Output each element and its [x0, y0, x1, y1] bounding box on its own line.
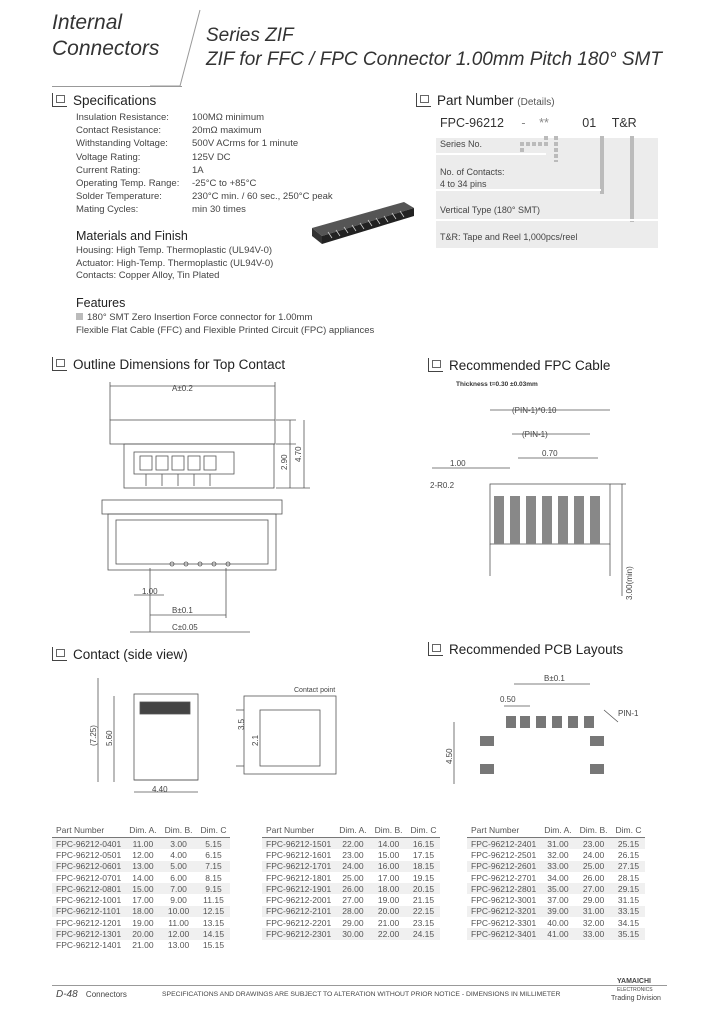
table-row: [52, 838, 230, 850]
spec-label: Insulation Resistance:: [76, 112, 169, 123]
table-row: [52, 883, 230, 894]
table-cell: FPC-96212-0401: [52, 838, 125, 850]
spec-row: [76, 203, 333, 216]
table-cell: 20.00: [125, 928, 160, 939]
connector-photo: [308, 198, 418, 246]
table-cell: 10.00: [161, 906, 197, 917]
table-cell: FPC-96212-1701: [262, 861, 335, 872]
pn-contacts-label: No. of Contacts:: [440, 167, 505, 177]
table-cell: 26.00: [335, 883, 370, 894]
table-row: [52, 928, 230, 939]
dim-a-label: A±0.2: [172, 384, 193, 393]
table-cell: 32.00: [547, 849, 569, 860]
table-header-row: [52, 823, 230, 838]
table-cell: 16.15: [407, 838, 441, 850]
table-cell: 5.00: [161, 861, 197, 872]
table-header-cell: Dim. C: [197, 823, 231, 838]
part-number-code: [440, 116, 637, 130]
table-row: [467, 928, 645, 939]
table-cell: 37.00: [547, 895, 569, 906]
side-dim-35: 3.5: [237, 718, 246, 730]
table-cell: FPC-96212-2201: [266, 917, 332, 928]
table-cell: 29.00: [582, 895, 605, 906]
table-row: [262, 883, 440, 894]
section-icon: [52, 647, 67, 661]
materials-heading: Materials and Finish: [76, 229, 188, 243]
table-row: [52, 872, 230, 883]
pcb-pin1: PIN-1: [618, 709, 639, 718]
table-cell: 14.15: [197, 928, 231, 939]
spec-value: 20mΩ maximum: [192, 125, 262, 137]
pn-vertical-type: Vertical Type (180° SMT): [440, 205, 540, 215]
table-cell: 13.00: [125, 861, 160, 872]
outline-heading: Outline Dimensions for Top Contact: [52, 357, 285, 372]
bullet-square-icon: [76, 313, 83, 320]
table-cell: FPC-96212-2701: [471, 872, 537, 883]
table-row: [262, 861, 440, 872]
table-header-cell: Dim. A.: [540, 823, 575, 838]
part-code-dash: -: [521, 116, 526, 130]
footer-notice: SPECIFICATIONS AND DRAWINGS ARE SUBJECT TO ALTERATION WITHOUT PRIOR NOTICE - DIMENSIONS IN MILLIMETER: [162, 991, 561, 998]
spec-row: [76, 111, 333, 124]
table-cell: 12.00: [161, 928, 197, 939]
footer-page: D-48: [56, 989, 78, 1000]
table-cell: 35.15: [612, 928, 646, 939]
table-cell: 14.00: [371, 838, 407, 850]
spec-label: Operating Temp. Range:: [76, 178, 180, 190]
table-cell: 30.00: [335, 928, 370, 939]
footer-brand: [611, 978, 661, 1003]
table-cell: 22.15: [407, 906, 441, 917]
table-cell: 20.00: [371, 906, 407, 917]
table-cell: 33.00: [576, 928, 612, 939]
dim-470-label: 4.70: [294, 446, 303, 462]
table-row: [52, 861, 230, 872]
table-cell: FPC-96212-2301: [262, 928, 335, 939]
table-cell: 13.00: [167, 940, 190, 951]
specifications-heading: Specifications: [52, 93, 156, 108]
features-heading: Features: [76, 296, 126, 310]
table-cell: 17.15: [412, 849, 435, 860]
table-header-cell: Part Number: [467, 823, 540, 838]
side-dim-440: 4.40: [152, 785, 168, 794]
materials-actuator: Actuator: High-Temp. Thermoplastic (UL94V-0): [76, 257, 274, 269]
part-table-1: [52, 823, 230, 951]
table-cell: 24.15: [407, 928, 441, 939]
fpc-thickness: Thickness t=0.30 ±0.03mm: [456, 381, 538, 388]
table-cell: 39.00: [540, 906, 575, 917]
table-cell: FPC-96212-0701: [56, 872, 122, 883]
table-cell: 11.15: [203, 895, 224, 906]
materials-housing: Housing: High Temp. Thermoplastic (UL94V-0): [76, 245, 273, 256]
table-row: [262, 917, 440, 928]
table-cell: 34.15: [617, 917, 640, 928]
table-cell: FPC-96212-1001: [56, 895, 122, 906]
table-cell: 28.00: [335, 906, 370, 917]
table-cell: FPC-96212-1401: [56, 940, 122, 951]
table-header-cell: Dim. B.: [161, 823, 197, 838]
spec-value: 1A: [192, 164, 204, 176]
table-cell: FPC-96212-0601: [52, 861, 125, 872]
table-row: [467, 883, 645, 894]
table-cell: 19.15: [412, 872, 435, 883]
table-cell: 21.00: [132, 940, 154, 951]
table-cell: 20.15: [407, 883, 441, 894]
table-cell: 23.00: [342, 849, 364, 860]
table-row: [52, 849, 230, 860]
table-cell: 18.00: [125, 906, 160, 917]
table-cell: FPC-96212-1501: [262, 838, 335, 850]
pn-contacts: [440, 166, 505, 190]
table-header-cell: Dim. C: [612, 823, 646, 838]
table-header-row: [262, 823, 440, 838]
fpc-dim-300: 3.00(min): [625, 566, 634, 600]
table-cell: 17.00: [377, 872, 400, 883]
section-icon: [52, 357, 67, 371]
fpc-dim-100: 1.00: [450, 459, 466, 468]
contact-side-heading: Contact (side view): [52, 647, 188, 662]
table-cell: FPC-96212-1901: [262, 883, 335, 894]
table-cell: 31.00: [540, 838, 575, 850]
spec-label: Solder Temperature:: [76, 191, 162, 203]
table-cell: FPC-96212-2501: [471, 849, 537, 860]
table-cell: 40.00: [547, 917, 569, 928]
table-header-cell: Dim. B.: [576, 823, 612, 838]
spec-row: [76, 164, 333, 177]
part-number-heading: Part Number (Details): [416, 93, 555, 108]
table-cell: 31.00: [576, 906, 612, 917]
table-cell: 22.00: [371, 928, 407, 939]
table-cell: 9.00: [170, 895, 187, 906]
table-cell: 25.15: [612, 838, 646, 850]
spec-row: [76, 137, 333, 150]
table-header-cell: Part Number: [262, 823, 335, 838]
table-cell: FPC-96212-0801: [52, 883, 125, 894]
pcb-layout-drawing: [440, 664, 660, 804]
table-cell: 9.15: [197, 883, 231, 894]
materials-list: [76, 245, 273, 283]
table-row: [262, 894, 440, 905]
table-row: [262, 838, 440, 850]
section-icon: [428, 642, 443, 656]
table-row: [52, 906, 230, 917]
table-row: [467, 906, 645, 917]
table-cell: 15.15: [202, 940, 225, 951]
table-cell: 16.00: [371, 861, 407, 872]
fpc-cable-heading: Recommended FPC Cable: [428, 358, 610, 373]
footer-brand-name: YAMAICHI: [617, 978, 651, 985]
pn-contacts-range: 4 to 34 pins: [440, 179, 487, 189]
dim-100-label: 1.00: [142, 587, 158, 596]
table-cell: 23.15: [412, 917, 435, 928]
table-cell: 19.00: [377, 895, 400, 906]
header-divider: [150, 8, 210, 88]
part-code-stars: **: [539, 116, 549, 130]
spec-label: Voltage Rating:: [76, 151, 141, 163]
spec-label: Withstanding Voltage:: [76, 138, 168, 150]
features-text: [76, 312, 374, 337]
table-cell: FPC-96212-3401: [467, 928, 540, 939]
footer-brand-sub: ELECTRONICS: [617, 987, 653, 993]
table-cell: 27.00: [576, 883, 612, 894]
header-left-line2: Connectors: [52, 37, 160, 60]
spec-value: 230°C min. / 60 sec., 250°C peak: [192, 191, 333, 203]
table-cell: 34.00: [547, 872, 569, 883]
table-cell: 12.00: [132, 849, 154, 860]
spec-label: Mating Cycles:: [76, 204, 139, 216]
pcb-dim-b: B±0.1: [544, 674, 565, 683]
table-cell: FPC-96212-2601: [467, 861, 540, 872]
table-row: [52, 917, 230, 928]
fpc-pin1-010: (PIN-1)*0.10: [512, 406, 557, 415]
table-row: [467, 861, 645, 872]
table-cell: 7.00: [161, 883, 197, 894]
table-cell: 26.15: [617, 849, 640, 860]
spec-row: [76, 124, 333, 137]
header-left-line1: Internal: [52, 11, 123, 34]
table-cell: 41.00: [540, 928, 575, 939]
table-cell: FPC-96212-1601: [266, 849, 332, 860]
table-cell: 19.00: [132, 917, 154, 928]
spec-value: -25°C to +85°C: [192, 178, 257, 190]
table-cell: 24.00: [335, 861, 370, 872]
fpc-dim-070: 0.70: [542, 449, 558, 458]
part-table-3: [467, 823, 645, 940]
table-cell: 27.00: [342, 895, 364, 906]
features-line2: Flexible Flat Cable (FFC) and Flexible Printed Circuit (FPC) appliances: [76, 324, 375, 336]
table-cell: 35.00: [540, 883, 575, 894]
table-cell: 6.00: [170, 872, 187, 883]
table-row: [467, 894, 645, 905]
spec-value: min 30 times: [192, 204, 246, 216]
table-row: [262, 906, 440, 917]
outline-drawing: [90, 380, 340, 640]
table-header-row: [467, 823, 645, 838]
table-cell: 6.15: [205, 849, 222, 860]
table-cell: 11.00: [168, 917, 189, 928]
fpc-cable-drawing: [420, 376, 640, 616]
table-cell: 29.00: [342, 917, 364, 928]
spec-row: [76, 151, 333, 164]
spec-value: 500V ACrms for 1 minute: [192, 138, 299, 150]
table-cell: FPC-96212-3201: [467, 906, 540, 917]
table-header-cell: Dim. B.: [371, 823, 407, 838]
table-cell: 13.15: [202, 917, 225, 928]
table-2-container: [262, 823, 440, 940]
fpc-pin1: (PIN-1): [522, 430, 548, 439]
table-cell: FPC-96212-1201: [56, 917, 122, 928]
materials-contacts: Contacts: Copper Alloy, Tin Plated: [76, 270, 220, 281]
table-row: [262, 928, 440, 939]
table-cell: 24.00: [582, 849, 605, 860]
table-cell: 29.15: [612, 883, 646, 894]
table-row: [262, 872, 440, 883]
table-cell: 21.15: [412, 895, 435, 906]
part-table-2: [262, 823, 440, 940]
part-code-type: 01: [582, 116, 597, 130]
footer-division: Trading Division: [611, 995, 661, 1002]
pn-tape-reel: T&R: Tape and Reel 1,000pcs/reel: [440, 232, 578, 242]
table-cell: FPC-96212-1801: [266, 872, 332, 883]
table-cell: 28.15: [617, 872, 640, 883]
pn-series-no: Series No.: [440, 139, 483, 149]
table-cell: 14.00: [132, 872, 154, 883]
table-cell: 5.15: [197, 838, 231, 850]
table-cell: 15.00: [125, 883, 160, 894]
table-cell: 26.00: [582, 872, 605, 883]
part-number-details: (Details): [517, 97, 555, 108]
dim-c-label: C±0.05: [172, 623, 198, 632]
table-cell: 12.15: [197, 906, 231, 917]
table-cell: 18.15: [407, 861, 441, 872]
table-cell: 8.15: [205, 872, 222, 883]
table-cell: FPC-96212-2401: [467, 838, 540, 850]
table-row: [262, 849, 440, 860]
table-cell: FPC-96212-2101: [262, 906, 335, 917]
header-series-desc: ZIF for FFC / FPC Connector 1.00mm Pitch 180° SMT: [206, 49, 662, 70]
table-cell: 25.00: [576, 861, 612, 872]
table-row: [52, 894, 230, 905]
table-cell: 32.00: [582, 917, 605, 928]
section-icon: [52, 93, 67, 107]
table-cell: 33.00: [540, 861, 575, 872]
table-1-container: [52, 823, 230, 951]
side-dim-21: 2.1: [251, 734, 260, 746]
dim-290-label: 2.90: [280, 454, 289, 470]
table-row: [467, 917, 645, 928]
table-3-container: [467, 823, 645, 940]
contact-side-drawing: [84, 666, 344, 806]
table-cell: 11.00: [125, 838, 160, 850]
part-code-tr: T&R: [611, 116, 637, 130]
spec-value: 125V DC: [192, 151, 231, 163]
table-row: [467, 872, 645, 883]
dim-b-label: B±0.1: [172, 606, 193, 615]
table-cell: 4.00: [170, 849, 187, 860]
table-header-cell: Dim. C: [407, 823, 441, 838]
part-code-prefix: FPC-96212: [440, 116, 504, 130]
specifications-list: [76, 111, 333, 217]
table-cell: 25.00: [342, 872, 364, 883]
pcb-layouts-heading: Recommended PCB Layouts: [428, 642, 623, 657]
table-cell: FPC-96212-2001: [266, 895, 332, 906]
side-dim-725: (7.25): [89, 725, 98, 746]
footer-rule: [52, 985, 667, 986]
header-category: [52, 10, 159, 62]
footer-page-info: [56, 989, 127, 1000]
pcb-dim-050: 0.50: [500, 695, 516, 704]
table-cell: 18.00: [371, 883, 407, 894]
spec-row: [76, 177, 333, 190]
table-header-cell: Part Number: [52, 823, 125, 838]
table-row: [52, 940, 230, 951]
table-cell: FPC-96212-3301: [471, 917, 537, 928]
section-icon: [416, 93, 431, 107]
section-icon: [428, 358, 443, 372]
spec-label: Current Rating:: [76, 164, 141, 176]
table-cell: 7.15: [197, 861, 231, 872]
side-dim-560: 5.60: [105, 730, 114, 746]
table-cell: 22.00: [335, 838, 370, 850]
footer-section: Connectors: [85, 990, 127, 999]
table-cell: 27.15: [612, 861, 646, 872]
spec-row: [76, 190, 333, 203]
header-series: [206, 24, 662, 72]
table-cell: FPC-96212-2801: [467, 883, 540, 894]
spec-label: Contact Resistance:: [76, 125, 162, 137]
header-series-name: Series ZIF: [206, 25, 294, 46]
table-cell: FPC-96212-1301: [52, 928, 125, 939]
table-row: [467, 849, 645, 860]
table-cell: FPC-96212-0501: [56, 849, 122, 860]
header-rule: [52, 86, 182, 87]
table-cell: 15.00: [377, 849, 400, 860]
spec-value: 100MΩ minimum: [192, 112, 265, 123]
table-cell: 33.15: [612, 906, 646, 917]
fpc-dim-2r: 2-R0.2: [430, 481, 455, 490]
table-cell: FPC-96212-1101: [52, 906, 125, 917]
features-line1: 180° SMT Zero Insertion Force connector for 1.00mm: [87, 312, 313, 323]
table-header-cell: Dim. A.: [335, 823, 370, 838]
table-header-cell: Dim. A.: [125, 823, 160, 838]
table-cell: 23.00: [576, 838, 612, 850]
table-cell: 3.00: [161, 838, 197, 850]
table-cell: FPC-96212-3001: [471, 895, 537, 906]
side-contact-point: Contact point: [294, 687, 336, 694]
table-row: [467, 838, 645, 850]
table-cell: 17.00: [132, 895, 154, 906]
table-cell: 31.15: [617, 895, 640, 906]
table-cell: 21.00: [377, 917, 400, 928]
pcb-dim-450: 4.50: [445, 748, 454, 764]
